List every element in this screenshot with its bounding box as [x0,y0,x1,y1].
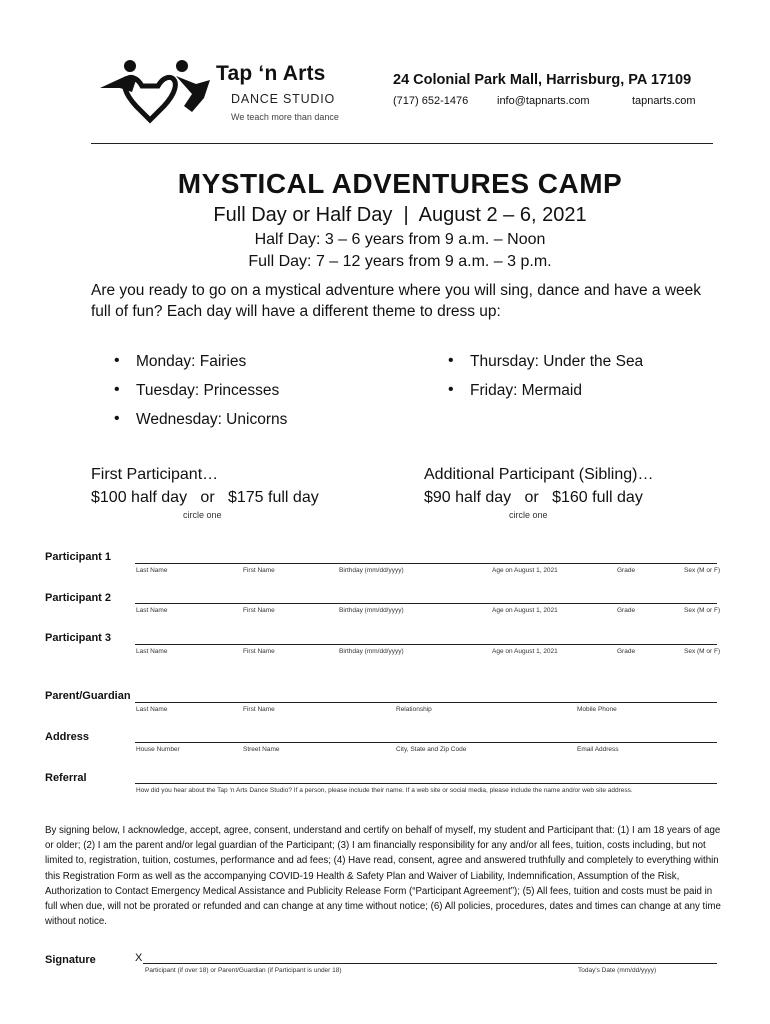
participant-1-line[interactable] [135,563,717,564]
first-circle-note: circle one [183,510,222,520]
p2-birthday: Birthday (mm/dd/yyyy) [339,607,404,614]
additional-circle-note: circle one [509,510,548,520]
p3-birthday: Birthday (mm/dd/yyyy) [339,648,404,655]
participant-2-label: Participant 2 [45,592,112,604]
p3-last-name: Last Name [136,648,168,655]
p3-grade: Grade [617,648,636,655]
address-label: Address [45,731,90,743]
parent-last-name: Last Name [136,706,168,713]
theme-thursday: • Thursday: Under the Sea [470,353,643,371]
p2-grade: Grade [617,607,636,614]
referral-line[interactable] [135,783,717,784]
brand-name: Tap ‘n Arts [216,62,326,85]
p3-age: Age on August 1, 2021 [492,648,558,655]
participant-3-label: Participant 3 [45,632,112,644]
theme-wednesday: • Wednesday: Unicorns [136,411,287,429]
studio-phone: (717) 652-1476 [393,95,469,107]
p2-age: Age on August 1, 2021 [492,607,558,614]
participant-3-line[interactable] [135,644,717,645]
parent-guardian-label: Parent/Guardian [45,690,131,702]
referral-help: How did you hear about the Tap ‘n Arts Dance Studio? If a person, please include their name. If a web site or social media, please include the name and/or web site address. [136,787,633,794]
signature-line[interactable] [143,963,717,964]
p2-sex: Sex (M or F) [684,607,721,614]
header-divider [91,143,713,144]
p1-sex: Sex (M or F) [684,567,721,574]
p3-sex: Sex (M or F) [684,648,721,655]
parent-guardian-line[interactable] [135,702,717,703]
p3-first-name: First Name [243,648,275,655]
address-city-state-zip: City, State and Zip Code [396,746,467,753]
p1-last-name: Last Name [136,567,168,574]
theme-tuesday: • Tuesday: Princesses [136,382,279,400]
parent-first-name: First Name [243,706,275,713]
signature-x-mark: X [135,952,143,964]
participant-2-line[interactable] [135,603,717,604]
studio-email: info@tapnarts.com [497,95,590,107]
half-day-ages: Half Day: 3 – 6 years from 9 a.m. – Noon [254,231,546,248]
camp-dates: Full Day or Half Day | August 2 – 6, 2021 [213,204,587,226]
parent-mobile-phone: Mobile Phone [577,706,617,713]
full-day-ages: Full Day: 7 – 12 years from 9 a.m. – 3 p.m. [248,253,552,270]
theme-monday: • Monday: Fairies [136,353,246,371]
signature-date-note: Today's Date (mm/dd/yyyy) [578,967,657,974]
p1-grade: Grade [617,567,636,574]
p2-last-name: Last Name [136,607,168,614]
signature-label: Signature [45,954,96,966]
p2-first-name: First Name [243,607,275,614]
referral-label: Referral [45,772,87,784]
first-participant-heading: First Participant… [91,466,219,483]
address-house-number: House Number [136,746,180,753]
brand-subtitle: DANCE STUDIO [231,92,336,106]
brand-tagline: We teach more than dance [231,112,339,122]
intro-paragraph: Are you ready to go on a mystical adventure where you will sing, dance and have a week full of fun? Each day will have a different theme to dress up: [91,282,702,320]
additional-participant-prices[interactable]: $90 half day or $160 full day [424,489,643,506]
address-email: Email Address [577,746,619,753]
parent-relationship: Relationship [396,706,432,713]
address-line[interactable] [135,742,717,743]
legal-agreement: By signing below, I acknowledge, accept, agree, consent, understand and certify on behalf of myself, my student and Participant that: (1) I am 18 years of age or older; (2) I am the parent and/or legal guardian of the Participant; (3) I am financially responsibility for any and/or all fees, tuition, costs including, but not limited to, registration, tuition, costumes, performance and ad fees; (4) Have read, consent, agree and answered truthfully and completely to everything within this Registration Form as well as the accompanying COVID-19 Health & Safety Plan and Waiver of Liability, Indemnification, Assumption of the Risk, Authorization to Contact Emergency Medical Assistance and Publicity Release Form (“Participant Agreement”); (5) All fees, tuition and costs must be paid in full when due, will not be prorated or refunded and can change at any time without notice; (6) All policies, procedures, dates and times can change at any time without notice. [45,825,721,928]
studio-website: tapnarts.com [632,95,696,107]
p1-age: Age on August 1, 2021 [492,567,558,574]
p1-birthday: Birthday (mm/dd/yyyy) [339,567,404,574]
theme-friday: • Friday: Mermaid [470,382,582,400]
address-street-name: Street Name [243,746,280,753]
first-participant-prices[interactable]: $100 half day or $175 full day [91,489,319,506]
signature-participant-note: Participant (if over 18) or Parent/Guardian (if Participant is under 18) [145,967,342,974]
studio-address: 24 Colonial Park Mall, Harrisburg, PA 17109 [393,72,692,88]
camp-title: MYSTICAL ADVENTURES CAMP [177,168,623,199]
participant-1-label: Participant 1 [45,551,112,563]
additional-participant-heading: Additional Participant (Sibling)… [424,466,654,483]
p1-first-name: First Name [243,567,275,574]
